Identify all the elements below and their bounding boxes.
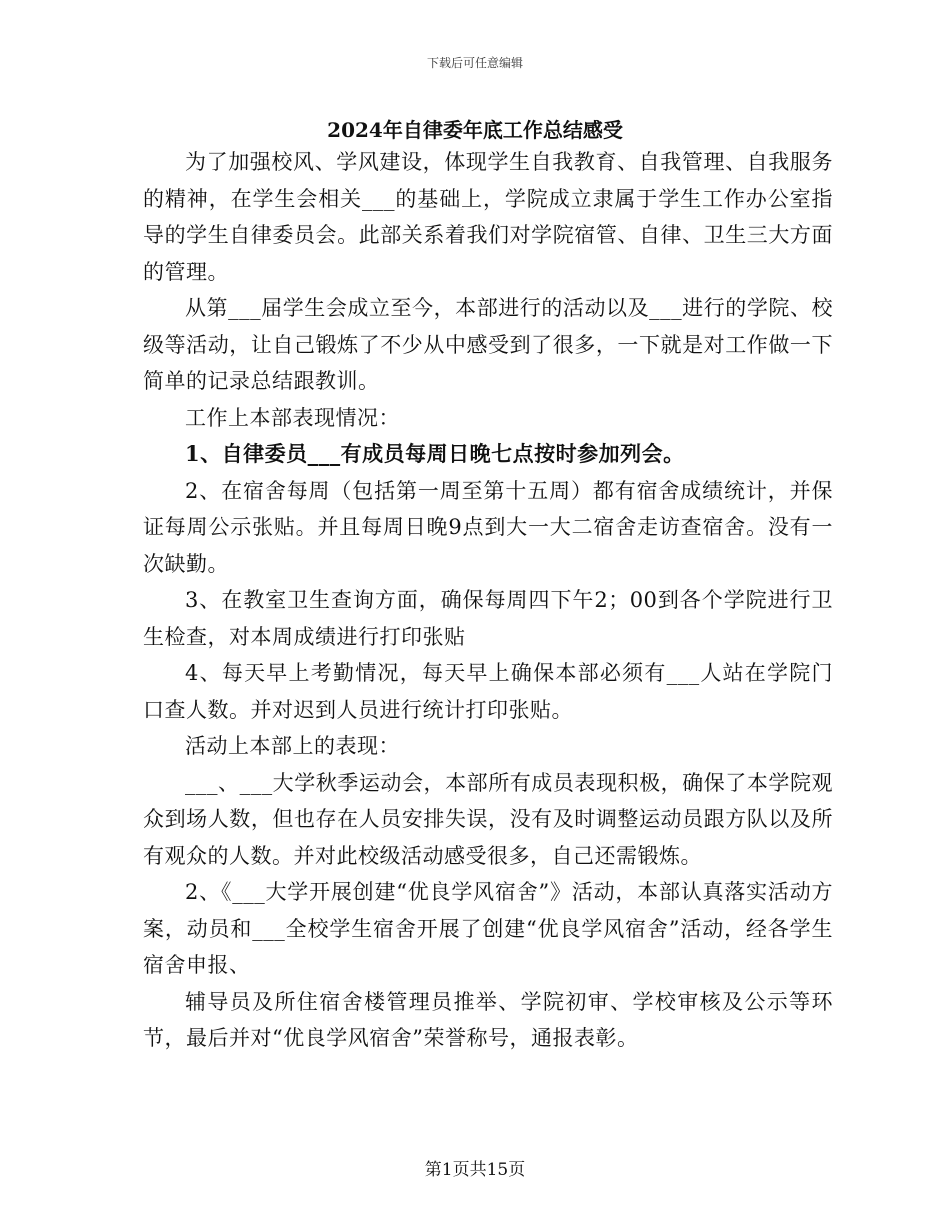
activity-item-2: 2、《___大学开展创建“优良学风宿舍”》活动，本部认真落实活动方案，动员和___全校学生宿舍开展了创建“优良学风宿舍”活动，经各学生宿舍申报、 — [143, 880, 833, 977]
section-heading-work: 工作上本部表现情况： — [185, 405, 400, 430]
section-heading-activities: 活动上本部上的表现： — [185, 734, 400, 758]
work-item-2: 2、在宿舍每周（包括第一周至第十五周）都有宿舍成绩统计，并保证每周公示张贴。并且每周日晚9点到大一大二宿舍走访查宿舍。没有一次缺勤。 — [143, 478, 833, 576]
paragraph-intro: 为了加强校风、学风建设，体现学生自我教育、自我管理、自我服务的精神，在学生会相关___的基础上，学院成立隶属于学生工作办公室指导的学生自律委员会。此部关系着我们对学院宿管、自律、卫生三大方面的管理。 — [143, 150, 833, 284]
paragraph-since-founding: 从第___届学生会成立至今，本部进行的活动以及___进行的学院、校级等活动，让自己锻炼了不少从中感受到了很多，一下就是对工作做一下简单的记录总结跟教训。 — [143, 296, 833, 393]
document-title: 2024年自律委年底工作总结感受 — [327, 118, 623, 142]
work-item-1: 1、自律委员___有成员每周日晚七点按时参加列会。 — [185, 441, 685, 466]
activity-item-2-continued: 辅导员及所住宿舍楼管理员推举、学院初审、学校审核及公示等环节，最后并对“优良学风宿舍”荣誉称号，通报表彰。 — [143, 989, 833, 1050]
page-indicator: 第1页共15页 — [424, 1160, 526, 1180]
activity-item-1: ___、___大学秋季运动会，本部所有成员表现积极，确保了本学院观众到场人数，但也存在人员安排失误，没有及时调整运动员跟方队以及所有观众的人数。并对此校级活动感受很多，自己还需锻炼。 — [143, 770, 833, 868]
document-body — [143, 144, 833, 1057]
work-item-4: 4、每天早上考勤情况，每天早上确保本部必须有___人站在学院门口查人数。并对迟到人员进行统计打印张贴。 — [143, 661, 833, 722]
work-item-3: 3、在教室卫生查询方面，确保每周四下午2；00到各个学院进行卫生检查，对本周成绩进行打印张贴 — [143, 588, 833, 649]
download-note: 下载后可任意编辑 — [426, 56, 523, 70]
